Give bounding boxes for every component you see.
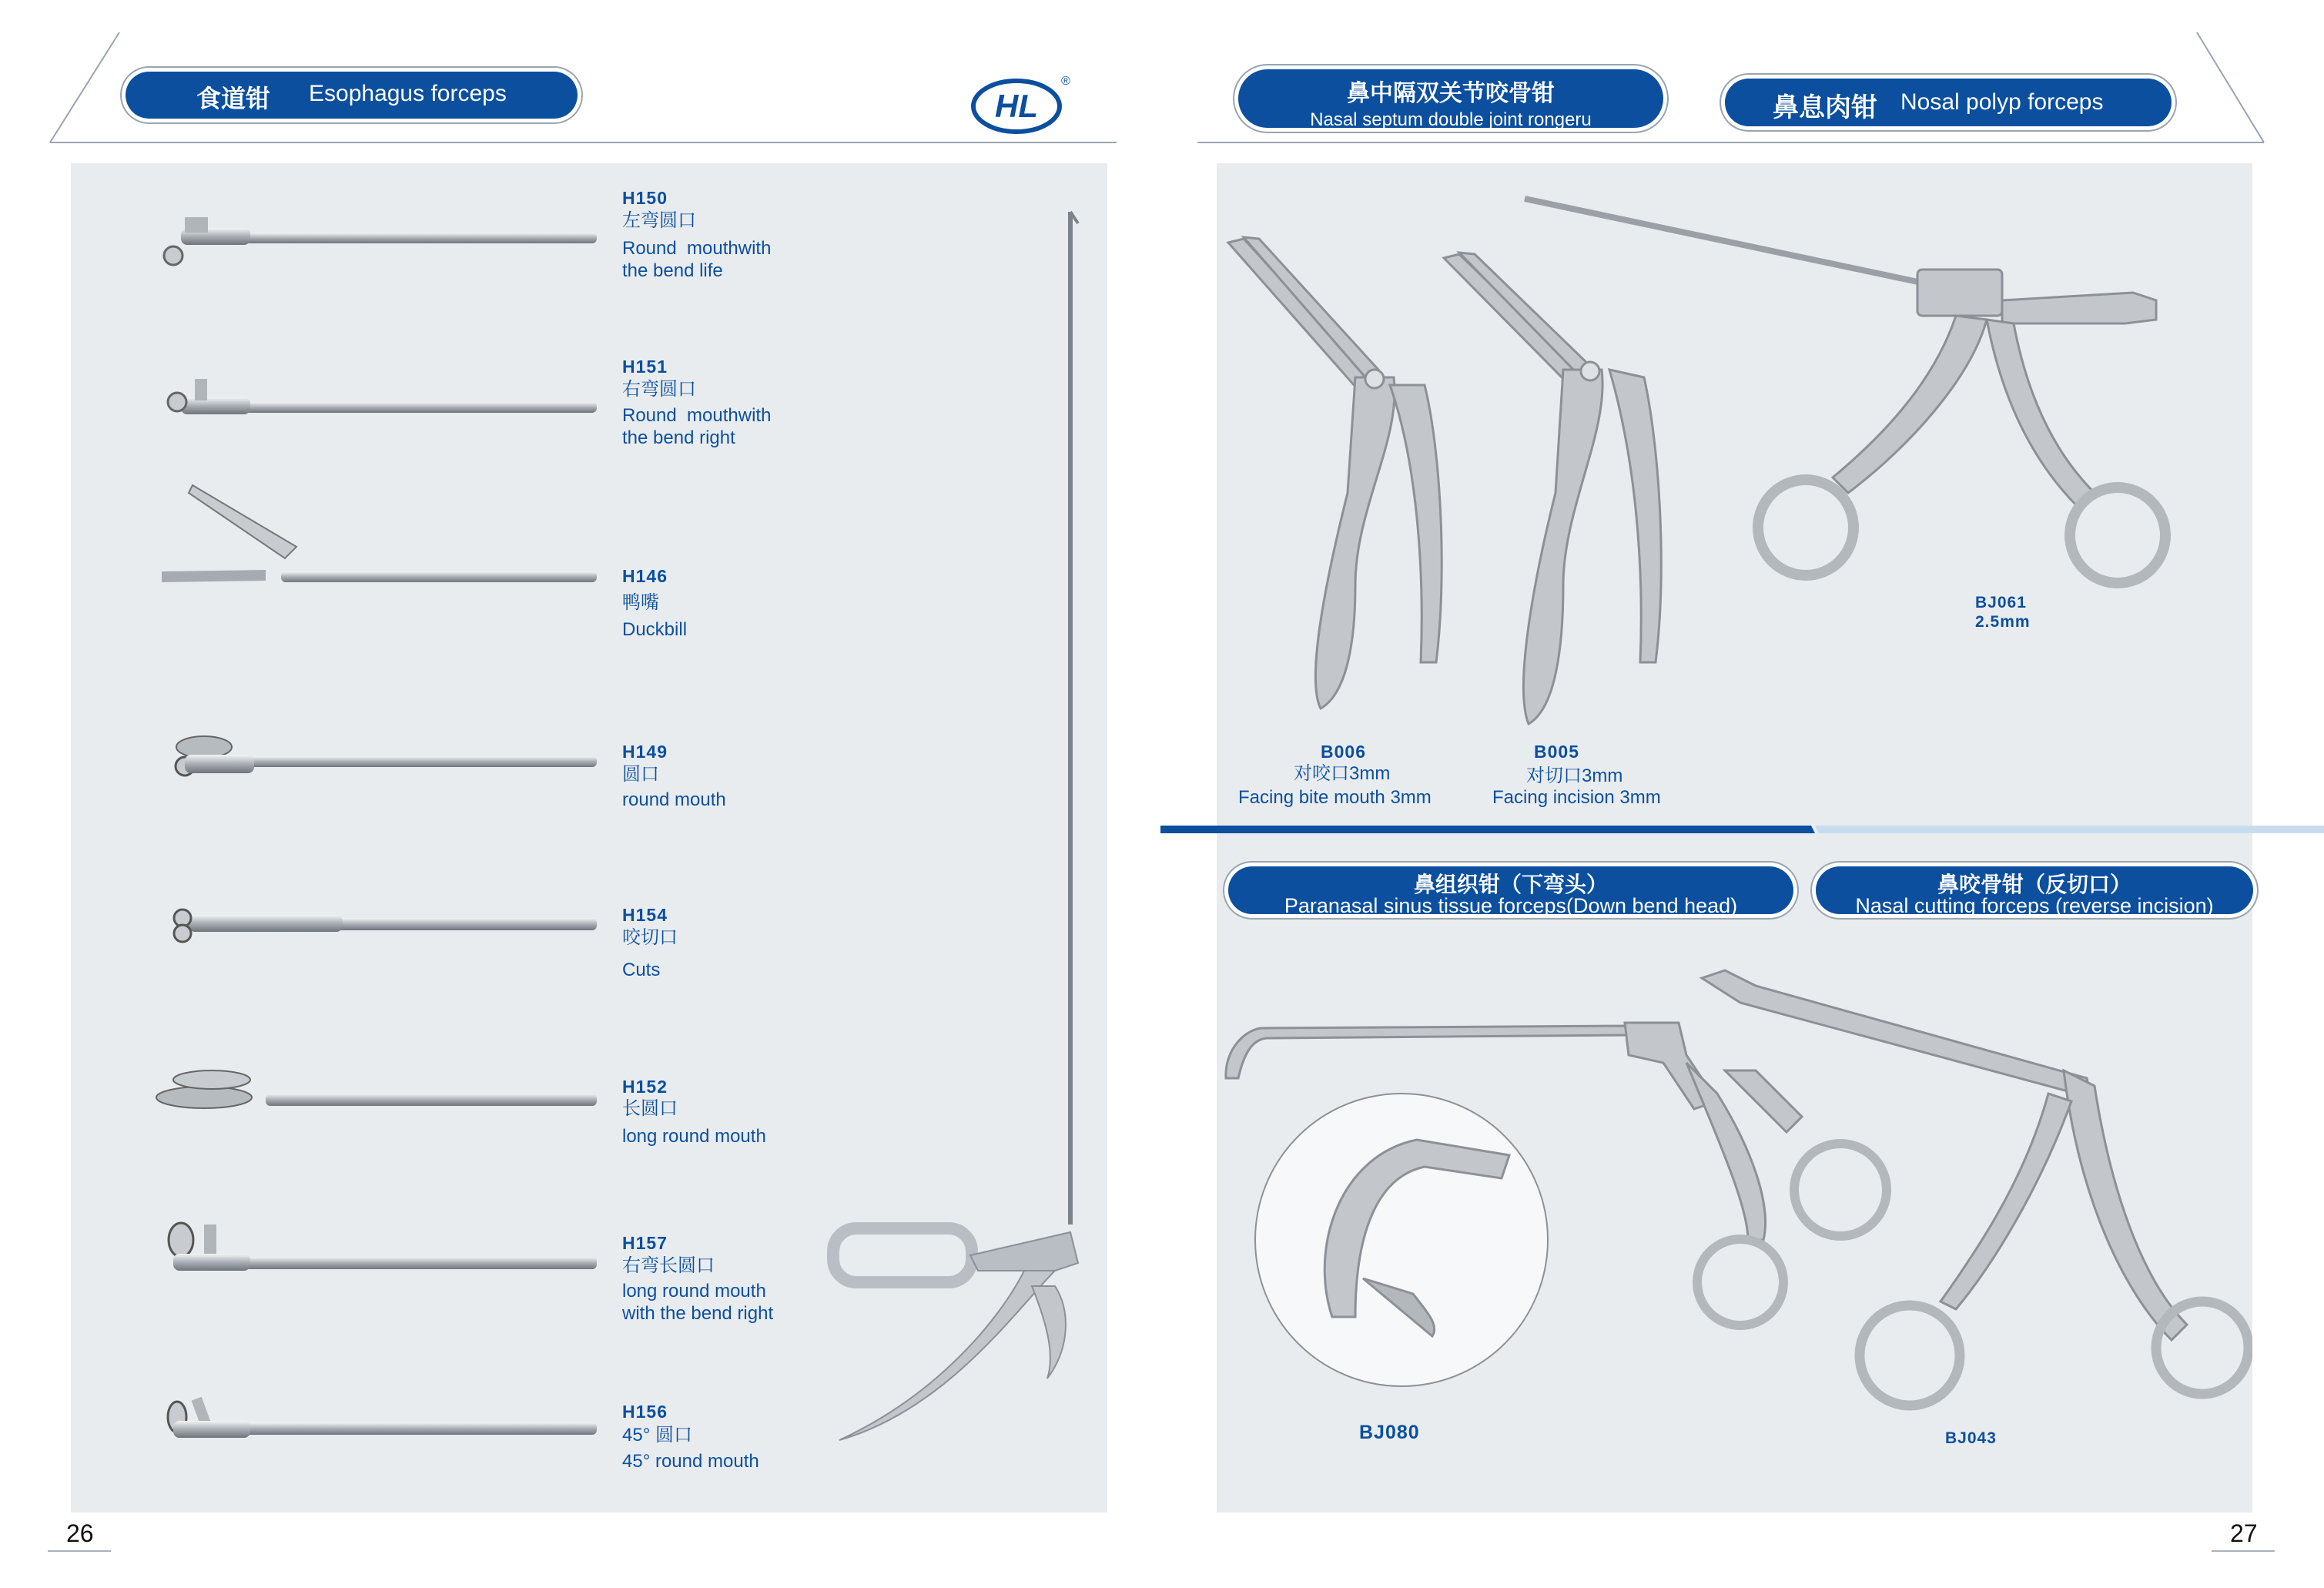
item-bj080-code: BJ080 bbox=[1359, 1422, 1420, 1443]
header-zh: 鼻息肉钳 bbox=[1773, 92, 1877, 123]
header-zh: 鼻组织钳（下弯头） bbox=[1413, 872, 1608, 897]
item-zh: 咬切口 bbox=[622, 927, 678, 948]
page-number-left: 26 bbox=[66, 1519, 94, 1547]
esophagus-forceps-header bbox=[126, 72, 578, 119]
logo-registered: ® bbox=[1061, 75, 1070, 88]
h156-instrument bbox=[168, 1397, 597, 1438]
b006-instrument bbox=[1228, 237, 1442, 709]
h149-instrument bbox=[176, 736, 597, 776]
hl-logo bbox=[970, 74, 1070, 136]
item-zh: 对切口3mm bbox=[1526, 766, 1623, 786]
item-code: H157 bbox=[622, 1233, 668, 1253]
item-en: Cuts bbox=[622, 960, 661, 980]
paranasal-sinus-header bbox=[1228, 866, 1793, 917]
bj043-instrument bbox=[1702, 970, 2249, 1405]
item-en: Round mouthwith the bend life bbox=[622, 238, 772, 281]
nasal-polyp-header bbox=[1725, 79, 2172, 126]
item-en: Facing incision 3mm bbox=[1492, 787, 1661, 808]
nasal-septum-header bbox=[1238, 69, 1663, 128]
section-divider bbox=[1160, 822, 2324, 838]
item-size: 2.5mm bbox=[1975, 613, 2031, 631]
item-zh: 左弯圆口 bbox=[622, 210, 696, 231]
header-en: Nasal septum double joint rongeru bbox=[1310, 109, 1592, 130]
item-code: H149 bbox=[622, 742, 668, 762]
esophagus-forceps-handle bbox=[824, 208, 1101, 1456]
item-bj043-code: BJ043 bbox=[1945, 1429, 1997, 1447]
h150-instrument bbox=[164, 217, 597, 265]
header-zh: 鼻咬骨钳（反切口） bbox=[1937, 872, 2131, 897]
h151-instrument bbox=[168, 379, 597, 414]
esophagus-instruments bbox=[150, 193, 612, 1486]
item-zh: 对咬口3mm bbox=[1294, 763, 1391, 784]
header-en: Paranasal sinus tissue forceps(Down bend head) bbox=[1284, 894, 1738, 917]
item-code: BJ061 bbox=[1975, 594, 2027, 611]
header-en: Esophagus forceps bbox=[309, 81, 507, 106]
item-en: Facing bite mouth 3mm bbox=[1238, 787, 1432, 808]
bj080-magnified-detail bbox=[1255, 1094, 1548, 1386]
item-en: round mouth bbox=[622, 789, 726, 810]
item-zh: 右弯长圆口 bbox=[622, 1255, 715, 1276]
item-code: H146 bbox=[622, 566, 668, 586]
nasal-bottom-instruments bbox=[1217, 955, 2252, 1479]
item-en: long round mouth with the bend right bbox=[622, 1281, 774, 1324]
page-number-right: 27 bbox=[2230, 1519, 2258, 1547]
item-zh: 鸭嘴 bbox=[622, 592, 659, 613]
h157-instrument bbox=[169, 1223, 597, 1271]
page-number-rule-left bbox=[48, 1550, 111, 1552]
item-code: H156 bbox=[622, 1402, 668, 1422]
item-en: Round mouthwith the bend right bbox=[622, 405, 772, 448]
page-number-rule-right bbox=[2212, 1550, 2275, 1552]
item-zh: 长圆口 bbox=[622, 1098, 678, 1119]
item-en: 45° round mouth bbox=[622, 1451, 759, 1472]
item-code: H150 bbox=[622, 188, 668, 208]
logo-text: HL bbox=[995, 88, 1038, 124]
header-zh: 食道钳 bbox=[196, 84, 271, 113]
item-zh: 右弯圆口 bbox=[622, 379, 696, 400]
item-en: Duckbill bbox=[622, 619, 688, 640]
item-code: B006 bbox=[1321, 742, 1366, 762]
item-zh: 45° 圆口 bbox=[622, 1425, 692, 1446]
item-code: H151 bbox=[622, 357, 668, 377]
item-code: B005 bbox=[1534, 742, 1579, 762]
item-en: long round mouth bbox=[622, 1126, 766, 1147]
header-en: Nasal cutting forceps (reverse incision) bbox=[1855, 894, 2214, 917]
nasal-cutting-header bbox=[1816, 866, 2253, 917]
h154-instrument bbox=[174, 910, 597, 942]
h152-instrument bbox=[156, 1070, 597, 1108]
header-zh: 鼻中隔双关节咬骨钳 bbox=[1347, 80, 1555, 107]
h146-instrument bbox=[162, 485, 597, 582]
item-zh: 圆口 bbox=[622, 764, 659, 785]
nasal-top-instruments bbox=[1217, 185, 2252, 739]
b005-instrument bbox=[1444, 253, 1661, 724]
header-en: Nosal polyp forceps bbox=[1900, 89, 2104, 115]
item-code: H152 bbox=[622, 1077, 668, 1097]
item-code: H154 bbox=[622, 905, 668, 925]
